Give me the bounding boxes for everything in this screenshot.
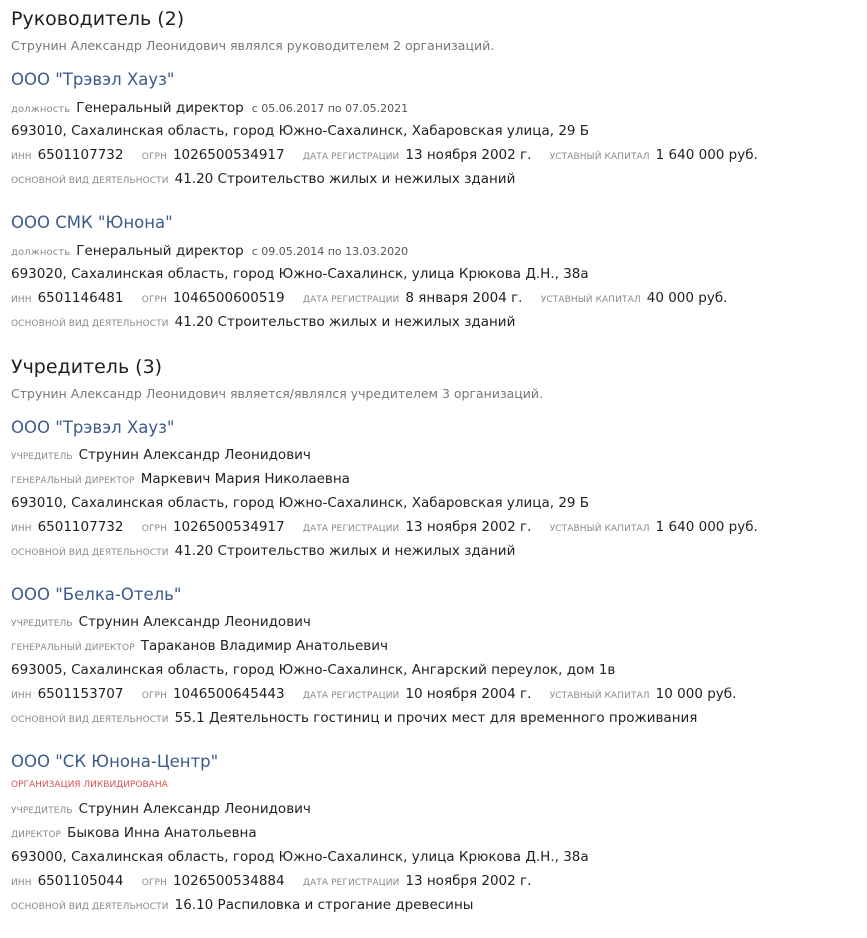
ogrn-label: ОГРН (141, 295, 167, 305)
ogrn-value: 1046500600519 (172, 290, 285, 306)
org-address: 693000, Сахалинская область, город Южно-Сахалинск, улица Крюкова Д.Н., 38а (11, 849, 589, 865)
ogrn-label: ОГРН (141, 152, 167, 162)
org-link-travel-house[interactable]: ООО "Трэвэл Хауз" (11, 418, 175, 437)
section-description-founder: Струнин Александр Леонидович является/являлся учредителем 3 организаций. (11, 386, 544, 401)
org-link-smk-yunona[interactable]: ООО СМК "Юнона" (11, 213, 173, 232)
reg-label: ДАТА РЕГИСТРАЦИИ (302, 878, 400, 888)
org-founder-row (11, 614, 311, 630)
activity-label: ОСНОВНОЙ ВИД ДЕЯТЕЛЬНОСТИ (11, 548, 169, 558)
reg-value: 13 ноября 2002 г. (405, 519, 532, 535)
activity-label: ОСНОВНОЙ ВИД ДЕЯТЕЛЬНОСТИ (11, 319, 169, 329)
org-director-row (11, 825, 257, 841)
capital-value: 10 000 руб. (655, 686, 737, 702)
director-value: Тараканов Владимир Анатольевич (140, 638, 388, 654)
activity-label: ОСНОВНОЙ ВИД ДЕЯТЕЛЬНОСТИ (11, 715, 169, 725)
ogrn-label: ОГРН (141, 878, 167, 888)
org-address: 693010, Сахалинская область, город Южно-Сахалинск, Хабаровская улица, 29 Б (11, 495, 590, 511)
activity-value: 55.1 Деятельность гостиниц и прочих мест для временного проживания (174, 710, 698, 726)
position-label: должность (11, 104, 71, 115)
org-address: 693005, Сахалинская область, город Южно-Сахалинск, Ангарский переулок, дом 1в (11, 662, 616, 678)
founder-label: УЧРЕДИТЕЛЬ (11, 452, 73, 462)
org-activity-row (11, 171, 515, 187)
reg-label: ДАТА РЕГИСТРАЦИИ (302, 152, 400, 162)
ogrn-value: 1026500534917 (172, 519, 285, 535)
capital-label: УСТАВНЫЙ КАПИТАЛ (540, 295, 641, 305)
founder-label: УЧРЕДИТЕЛЬ (11, 806, 73, 816)
org-link-belka-hotel[interactable]: ООО "Белка-Отель" (11, 585, 182, 604)
ogrn-label: ОГРН (141, 524, 167, 534)
activity-value: 41.20 Строительство жилых и нежилых зданий (174, 543, 516, 559)
reg-value: 13 ноября 2002 г. (405, 873, 532, 889)
founder-label: УЧРЕДИТЕЛЬ (11, 619, 73, 629)
activity-label: ОСНОВНОЙ ВИД ДЕЯТЕЛЬНОСТИ (11, 902, 169, 912)
org-address: 693010, Сахалинская область, город Южно-Сахалинск, Хабаровская улица, 29 Б (11, 123, 590, 139)
inn-value: 6501105044 (37, 873, 124, 889)
capital-value: 40 000 руб. (646, 290, 728, 306)
reg-value: 8 января 2004 г. (405, 290, 523, 306)
position-value: Генеральный директор (76, 100, 244, 116)
inn-label: ИНН (11, 152, 32, 162)
ogrn-label: ОГРН (141, 691, 167, 701)
activity-value: 16.10 Распиловка и строгание древесины (174, 897, 474, 913)
director-label: ГЕНЕРАЛЬНЫЙ ДИРЕКТОР (11, 643, 135, 653)
org-activity-row (11, 710, 697, 726)
reg-label: ДАТА РЕГИСТРАЦИИ (302, 691, 400, 701)
org-founder-row (11, 801, 311, 817)
reg-label: ДАТА РЕГИСТРАЦИИ (302, 295, 400, 305)
org-activity-row (11, 314, 515, 330)
org-position-row (11, 243, 408, 259)
org-activity-row (11, 543, 515, 559)
inn-label: ИНН (11, 524, 32, 534)
org-position-row (11, 100, 408, 116)
org-registry-row (11, 290, 727, 306)
ogrn-value: 1026500534884 (172, 873, 285, 889)
capital-label: УСТАВНЫЙ КАПИТАЛ (549, 691, 650, 701)
org-activity-row (11, 897, 473, 913)
director-label: ГЕНЕРАЛЬНЫЙ ДИРЕКТОР (11, 476, 135, 486)
founder-value: Струнин Александр Леонидович (78, 447, 311, 463)
org-status-liquidated-badge: ОРГАНИЗАЦИЯ ЛИКВИДИРОВАНА (11, 780, 168, 790)
position-period: с 05.06.2017 по 07.05.2021 (251, 102, 409, 115)
org-address: 693020, Сахалинская область, город Южно-Сахалинск, улица Крюкова Д.Н., 38а (11, 266, 589, 282)
capital-label: УСТАВНЫЙ КАПИТАЛ (549, 524, 650, 534)
inn-label: ИНН (11, 878, 32, 888)
director-value: Маркевич Мария Николаевна (140, 471, 350, 487)
capital-value: 1 640 000 руб. (655, 147, 758, 163)
inn-value: 6501146481 (37, 290, 124, 306)
capital-value: 1 640 000 руб. (655, 519, 758, 535)
inn-value: 6501107732 (37, 147, 124, 163)
section-description-manager: Струнин Александр Леонидович являлся руководителем 2 организаций. (11, 38, 495, 53)
position-value: Генеральный директор (76, 243, 244, 259)
director-label: ДИРЕКТОР (11, 830, 62, 840)
position-label: должность (11, 247, 71, 258)
position-period: с 09.05.2014 по 13.03.2020 (251, 245, 409, 258)
section-title-manager: Руководитель (2) (11, 8, 185, 30)
inn-label: ИНН (11, 295, 32, 305)
reg-value: 10 ноября 2004 г. (405, 686, 532, 702)
section-title-founder: Учредитель (3) (11, 356, 163, 378)
inn-value: 6501107732 (37, 519, 124, 535)
capital-label: УСТАВНЫЙ КАПИТАЛ (549, 152, 650, 162)
activity-label: ОСНОВНОЙ ВИД ДЕЯТЕЛЬНОСТИ (11, 176, 169, 186)
org-registry-row (11, 147, 758, 163)
org-founder-row (11, 447, 311, 463)
org-registry-row (11, 873, 531, 889)
inn-label: ИНН (11, 691, 32, 701)
activity-value: 41.20 Строительство жилых и нежилых зданий (174, 171, 516, 187)
ogrn-value: 1046500645443 (172, 686, 285, 702)
org-director-row (11, 638, 388, 654)
inn-value: 6501153707 (37, 686, 124, 702)
org-link-travel-house[interactable]: ООО "Трэвэл Хауз" (11, 70, 175, 89)
ogrn-value: 1026500534917 (172, 147, 285, 163)
activity-value: 41.20 Строительство жилых и нежилых зданий (174, 314, 516, 330)
org-link-sk-yunona-center[interactable]: ООО "СК Юнона-Центр" (11, 752, 219, 771)
founder-value: Струнин Александр Леонидович (78, 614, 311, 630)
reg-label: ДАТА РЕГИСТРАЦИИ (302, 524, 400, 534)
org-director-row (11, 471, 350, 487)
org-registry-row (11, 686, 736, 702)
founder-value: Струнин Александр Леонидович (78, 801, 311, 817)
reg-value: 13 ноября 2002 г. (405, 147, 532, 163)
org-registry-row (11, 519, 758, 535)
director-value: Быкова Инна Анатольевна (67, 825, 257, 841)
